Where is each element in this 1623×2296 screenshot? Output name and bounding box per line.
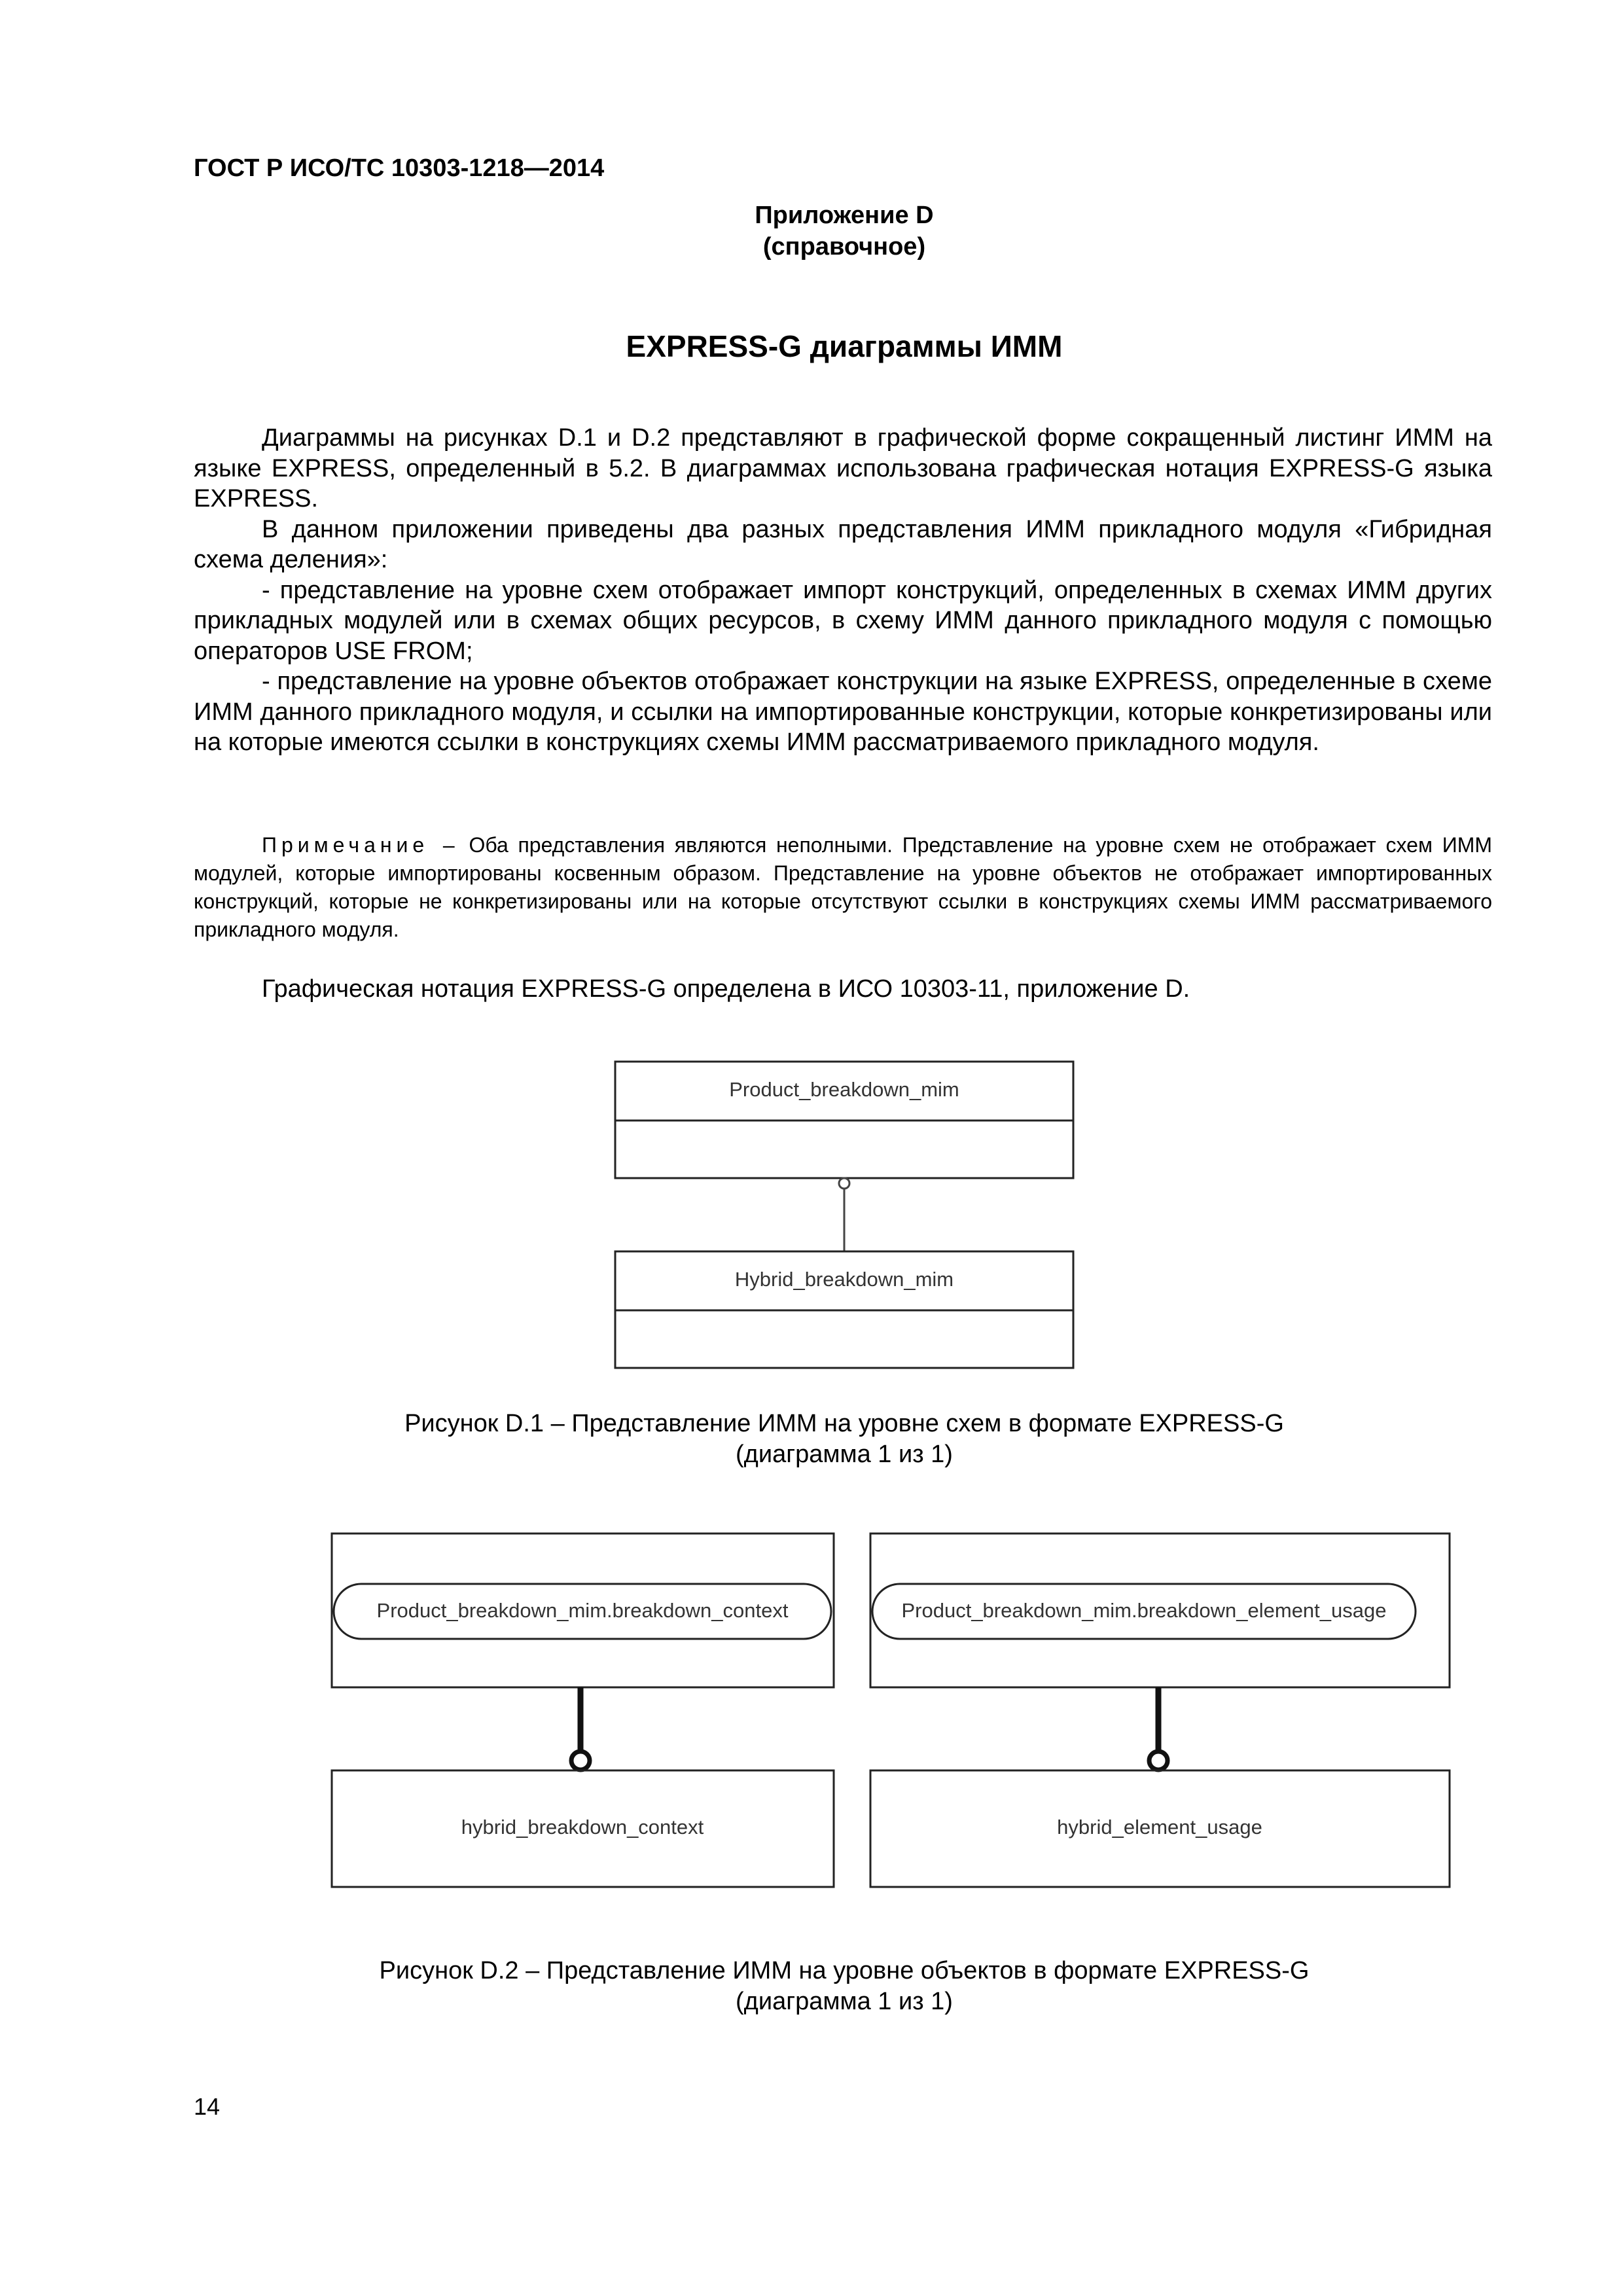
use-from-relationship-line [839,1178,849,1251]
page-reference-box-left [332,1534,834,1687]
schema-label-product-breakdown-mim: Product_breakdown_mim [729,1078,959,1102]
page-reference-box-right [870,1534,1450,1687]
caption-line: (диаграмма 1 из 1) [736,1988,953,2015]
figure-d2 [332,1534,1450,1887]
caption-line: (диаграмма 1 из 1) [736,1441,953,1468]
subtype-relationship-left [571,1687,590,1770]
reference-label-right: Product_breakdown_mim.breakdown_element_usage [901,1599,1387,1623]
figure-d1 [615,1062,1073,1368]
schema-box-hybrid-breakdown-mim [615,1251,1073,1368]
page-number: 14 [194,2093,221,2120]
document-code: ГОСТ Р ИСО/ТС 10303-1218—2014 [194,154,605,182]
entity-label-hybrid-element-usage: hybrid_element_usage [1057,1816,1262,1839]
paragraph: - представление на уровне схем отображает импорт конструкций, определенных в схемах ИММ других прикладных модулей или в схемах общих ресурсов, в схему ИММ данного прикладного модуля с помощью операторов USE FROM; [194,576,1492,665]
appendix-title: Приложение D [755,202,934,229]
figure-d2-caption [190,1956,1499,2017]
note-text: Оба представления являются неполными. Представление на уровне схем не отображает схем ИММ модулей, которые импортированы косвенным образом. Представление на уровне объектов не отображает импортированных конструкций, которые не конкретизированы или на которые отсутствуют ссылки в конструкциях схемы ИММ рассматриваемого прикладного модуля. [194,833,1493,941]
figure-d1-caption [190,1408,1499,1470]
reference-label-left: Product_breakdown_mim.breakdown_context [376,1599,789,1623]
schema-label-hybrid-breakdown-mim: Hybrid_breakdown_mim [734,1268,954,1291]
entity-box-hybrid-element-usage [870,1770,1450,1887]
appendix-status: (справочное) [762,233,926,260]
paragraph: - представление на уровне объектов отображает конструкции на языке EXPRESS, определенные в схеме ИММ данного прикладного модуля, и ссылки на импортированные конструкции, которые конкретизированы или на которые имеются ссылки в конструкциях схемы ИММ рассматриваемого прикладного модуля. [194,668,1492,756]
notation-reference: Графическая нотация EXPRESS-G определена в ИСО 10303-11, приложение D. [262,975,1190,1003]
relationship-end-circle-icon [839,1178,849,1189]
schema-box-product-breakdown-mim [615,1062,1073,1178]
caption-line: Рисунок D.2 – Представление ИММ на уровне объектов в формате EXPRESS-G [379,1957,1310,1984]
paragraph: Диаграммы на рисунках D.1 и D.2 представляют в графической форме сокращенный листинг ИММ на языке EXPRESS, определенный в 5.2. В диаграммах использована графическая нотация EXPRESS-G языка EXPRESS. [194,424,1492,512]
entity-box-hybrid-breakdown-context [332,1770,834,1887]
caption-line: Рисунок D.1 – Представление ИММ на уровне схем в формате EXPRESS-G [404,1410,1284,1437]
relationship-end-circle-icon [571,1751,590,1770]
entity-label-hybrid-breakdown-context: hybrid_breakdown_context [461,1816,704,1839]
paragraph: В данном приложении приведены два разных представления ИММ прикладного модуля «Гибридная схема деления»: [194,515,1492,573]
relationship-end-circle-icon [1149,1751,1168,1770]
subtype-relationship-right [1149,1687,1168,1770]
section-title: EXPRESS-G диаграммы ИММ [626,329,1063,363]
note-lead: Примечание – [262,833,459,857]
